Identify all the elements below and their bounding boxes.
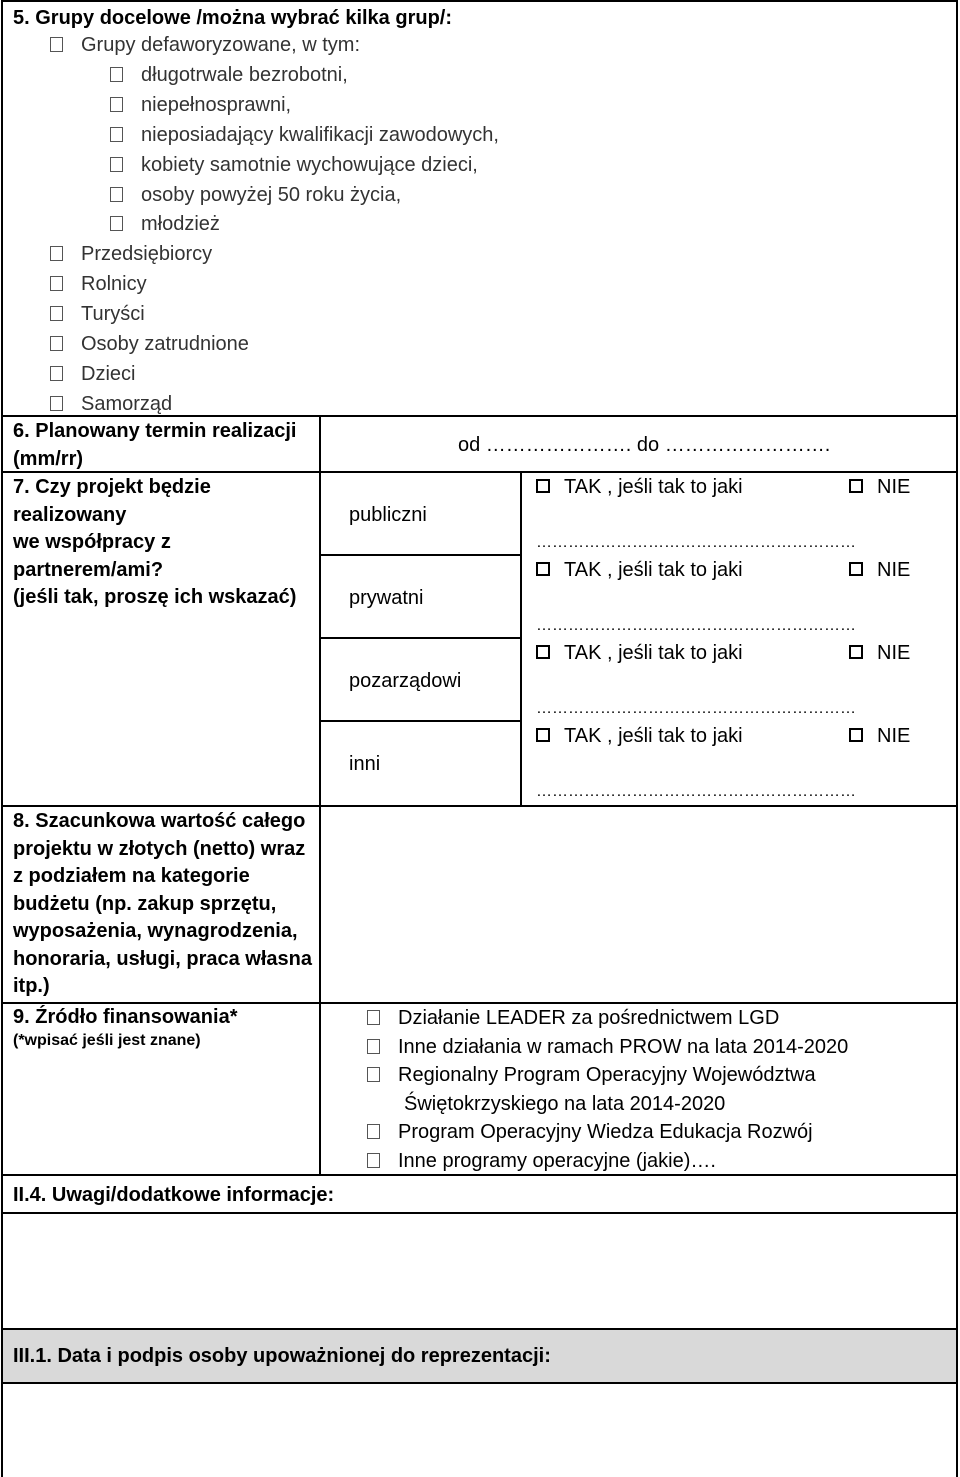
target-group-option[interactable]: [50, 359, 135, 389]
checkbox-icon[interactable]: [50, 396, 63, 411]
funding-option-rpo[interactable]: [367, 1061, 816, 1090]
checkbox-icon[interactable]: [536, 562, 550, 576]
section7-label-line2: realizowany: [13, 503, 127, 526]
partner-divider-3: [319, 720, 522, 722]
target-group-option[interactable]: [50, 389, 172, 419]
funding-option-leader[interactable]: [367, 1004, 779, 1033]
funding-option-label: Program Operacyjny Wiedza Edukacja Rozwój: [398, 1121, 813, 1143]
checkbox-icon[interactable]: [367, 1153, 380, 1168]
partner-no-option[interactable]: [849, 472, 910, 502]
partner-no-option[interactable]: [849, 638, 910, 668]
target-group-option[interactable]: [110, 209, 220, 239]
target-group-option[interactable]: [110, 120, 499, 150]
target-group-label: nieposiadający kwalifikacji zawodowych,: [141, 123, 499, 146]
target-group-option[interactable]: [50, 269, 147, 299]
estimated-value-field[interactable]: [322, 808, 954, 1001]
target-group-option[interactable]: [110, 150, 478, 180]
target-group-label: młodzież: [141, 213, 220, 236]
no-label: NIE: [877, 559, 911, 581]
target-group-label: kobiety samotnie wychowujące dzieci,: [141, 153, 478, 176]
section9-note: (*wpisać jeśli jest znane): [13, 1032, 201, 1049]
checkbox-icon[interactable]: [110, 67, 123, 82]
funding-option-other[interactable]: [367, 1147, 716, 1176]
funding-option-label: Inne działania w ramach PROW na lata 2014-2020: [398, 1035, 849, 1058]
section8-label: [13, 808, 312, 1001]
checkbox-icon[interactable]: [367, 1039, 380, 1054]
partner-type-other: inni: [349, 753, 381, 775]
frame-top: [1, 0, 958, 2]
checkbox-icon[interactable]: [536, 728, 550, 742]
checkbox-icon[interactable]: [50, 276, 63, 291]
partner-type-private: prywatni: [349, 587, 424, 609]
funding-option-rpo-cont: Świętokrzyskiego na lata 2014-2020: [404, 1092, 726, 1115]
section8-line: itp.): [13, 975, 50, 997]
section9-title: 9. Źródło finansowania*: [13, 1006, 238, 1028]
funding-option-label: Działanie LEADER za pośrednictwem LGD: [398, 1007, 780, 1029]
target-group-option[interactable]: [50, 299, 145, 329]
checkbox-icon[interactable]: [367, 1010, 380, 1025]
target-group-label: Przedsiębiorcy: [81, 243, 213, 266]
checkbox-icon[interactable]: [536, 479, 550, 493]
target-group-label: Dzieci: [81, 362, 136, 385]
date-range-field[interactable]: od …………………. do …………………….: [458, 434, 831, 456]
checkbox-icon[interactable]: [849, 728, 863, 742]
partner-yes-option[interactable]: [536, 472, 743, 502]
section8-line: projektu w złotych (netto) wraz: [13, 837, 306, 860]
remarks-field[interactable]: [3, 1214, 955, 1327]
partner-details-field[interactable]: ……………………………………………………: [536, 617, 856, 634]
section6-label-line2: (mm/rr): [13, 447, 84, 470]
target-group-label: osoby powyżej 50 roku życia,: [141, 183, 402, 206]
no-label: NIE: [877, 725, 911, 747]
funding-option-label: Regionalny Program Operacyjny Województwa: [398, 1064, 816, 1086]
target-group-label: Turyści: [81, 303, 145, 326]
section6-label-line1: 6. Planowany termin realizacji: [13, 420, 297, 442]
yes-label: TAK , jeśli tak to jaki: [564, 476, 743, 498]
checkbox-icon[interactable]: [849, 645, 863, 659]
partner-divider-1: [319, 554, 522, 556]
section-III1-header: [3, 1330, 956, 1384]
section8-line: budżetu (np. zakup sprzętu,: [13, 892, 277, 915]
target-group-label: Osoby zatrudnione: [81, 333, 249, 355]
target-group-option[interactable]: [50, 239, 212, 269]
target-group-option[interactable]: [50, 329, 249, 359]
checkbox-icon[interactable]: [110, 216, 123, 231]
partner-yes-option[interactable]: [536, 555, 743, 585]
target-group-option[interactable]: [50, 30, 360, 60]
checkbox-icon[interactable]: [849, 562, 863, 576]
checkbox-icon[interactable]: [536, 645, 550, 659]
checkbox-icon[interactable]: [367, 1124, 380, 1139]
section-III1-title: III.1. Data i podpis osoby upoważnionej do reprezentacji:: [13, 1345, 551, 1367]
yes-label: TAK , jeśli tak to jaki: [564, 725, 743, 747]
checkbox-icon[interactable]: [50, 366, 63, 381]
partner-details-field[interactable]: ……………………………………………………: [536, 700, 856, 717]
target-group-label: Grupy defaworyzowane, w tym:: [81, 34, 360, 56]
checkbox-icon[interactable]: [849, 479, 863, 493]
section7-label-line5: (jeśli tak, proszę ich wskazać): [13, 586, 297, 608]
partner-yes-option[interactable]: [536, 638, 743, 668]
partner-details-field[interactable]: ……………………………………………………: [536, 783, 856, 800]
target-group-option[interactable]: [110, 60, 348, 90]
no-label: NIE: [877, 476, 911, 498]
funding-option-power[interactable]: [367, 1118, 813, 1147]
funding-option-label: Inne programy operacyjne (jakie)….: [398, 1149, 716, 1172]
partner-divider-2: [319, 637, 522, 639]
checkbox-icon[interactable]: [110, 157, 123, 172]
partner-type-public: publiczni: [349, 504, 427, 526]
no-label: NIE: [877, 642, 911, 664]
partner-no-option[interactable]: [849, 555, 910, 585]
yes-label: TAK , jeśli tak to jaki: [564, 559, 743, 581]
partner-details-field[interactable]: ……………………………………………………: [536, 534, 856, 551]
target-group-option[interactable]: [110, 180, 401, 210]
signature-field[interactable]: [3, 1384, 955, 1477]
target-group-label: Rolnicy: [81, 273, 147, 296]
checkbox-icon[interactable]: [50, 37, 63, 52]
checkbox-icon[interactable]: [110, 97, 123, 112]
section-II4-title: II.4. Uwagi/dodatkowe informacje:: [13, 1184, 335, 1206]
col-divider-left: [319, 415, 321, 1175]
section8-line: 8. Szacunkowa wartość całego: [13, 810, 306, 832]
target-group-label: długotrwale bezrobotni,: [141, 63, 348, 86]
partner-type-ngo: pozarządowi: [349, 670, 462, 692]
section8-line: z podziałem na kategorie: [13, 865, 250, 887]
target-group-label: Samorząd: [81, 392, 173, 415]
frame-right: [956, 0, 958, 1477]
section5-title: 5. Grupy docelowe /można wybrać kilka grup/:: [13, 7, 453, 29]
partner-no-option[interactable]: [849, 721, 910, 751]
checkbox-icon[interactable]: [50, 336, 63, 351]
section7-label-line4: partnerem/ami?: [13, 558, 164, 581]
section8-line: honoraria, usługi, praca własna: [13, 947, 312, 970]
target-group-label: niepełnosprawni,: [141, 93, 292, 116]
section7-label-line1: 7. Czy projekt będzie: [13, 476, 211, 498]
section7-label: [13, 474, 296, 612]
checkbox-icon[interactable]: [50, 246, 63, 261]
section6-label: [13, 418, 296, 473]
checkbox-icon[interactable]: [110, 187, 123, 202]
checkbox-icon[interactable]: [367, 1067, 380, 1082]
checkbox-icon[interactable]: [110, 127, 123, 142]
yes-label: TAK , jeśli tak to jaki: [564, 642, 743, 664]
checkbox-icon[interactable]: [50, 306, 63, 321]
funding-option-prow[interactable]: [367, 1033, 848, 1062]
partner-yes-option[interactable]: [536, 721, 743, 751]
target-group-option[interactable]: [110, 90, 291, 120]
section7-label-line3: we współpracy z: [13, 531, 171, 553]
section8-line: wyposażenia, wynagrodzenia,: [13, 920, 298, 942]
